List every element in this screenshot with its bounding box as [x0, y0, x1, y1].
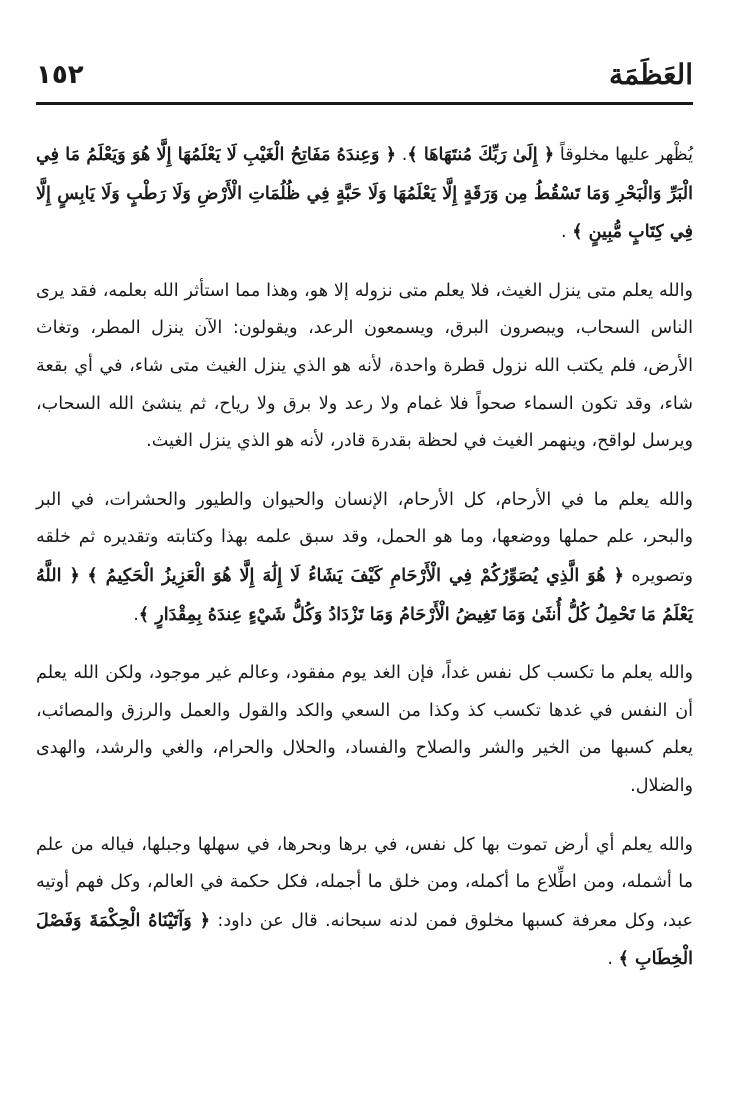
paragraph-text: .: [133, 604, 139, 625]
paragraph-text: والله يعلم ما في الأرحام، كل الأرحام، الإنسان والحيوان والطيور والحشرات، في البر والبحر، علم حملها ووضعها، وما هو الحمل، وقد سبق علمه بهذا وكتابته وتقديره ثم خلقه وتصويره: [36, 489, 693, 586]
quran-verse: ﴿ إِلَىٰ رَبِّكَ مُنتَهَاهَا ﴾: [407, 144, 555, 165]
paragraph-1: [36, 136, 693, 252]
quran-verse: ﴿ اللَّهُ يَعْلَمُ مَا تَحْمِلُ كُلُّ أُنثَىٰ وَمَا تَغِيضُ الْأَرْحَامُ وَمَا تَزْدَادُ وَكُلُّ شَيْءٍ عِندَهُ بِمِقْدَارٍ ﴾: [36, 564, 693, 625]
paragraph-text: .: [561, 222, 573, 243]
paragraph-2: والله يعلم متى ينزل الغيث، فلا يعلم متى نزوله إلا هو، وهذا مما استأثر الله بعلمه، فقد يرى الناس السحاب، ويبصرون البرق، ويسمعون الرعد، ويقولون: الآن ينزل المطر، وتغاث الأرض، فلم يكتب الله نزول قطرة واحدة، لأنه هو الذي ينزل الغيث متى شاء، في أي بقعة شاء، وقد تكون السماء صحواً فلا غمام ولا رعد ولا برق ولا رياح، ثم ينشئ الله السحاب، ويرسل لواقح، وينهمر الغيث في لحظة بقدرة قادر، لأنه هو الذي ينزل الغيث.: [36, 280, 693, 452]
paragraph-text: .: [396, 145, 408, 165]
page-number: ١٥٢: [36, 60, 84, 90]
header-rule: [36, 102, 693, 105]
paragraph-text: يُظْهر عليها مخلوقاً: [559, 145, 694, 165]
quran-verse: ﴿ وَعِندَهُ مَفَاتِحُ الْغَيْبِ لَا يَعْلَمُهَا إِلَّا هُوَ وَيَعْلَمُ مَا فِي الْبَرِّ وَالْبَحْرِ وَمَا تَسْقُطُ مِن وَرَقَةٍ إِلَّا يَعْلَمُهَا وَلَا حَبَّةٍ فِي ظُلُمَاتِ الْأَرْضِ وَلَا رَطْبٍ وَلَا يَابِسٍ إِلَّا فِي كِتَابٍ مُّبِينٍ ﴾: [36, 144, 693, 243]
quran-verse: ﴿ وَآتَيْنَاهُ الْحِكْمَةَ وَفَصْلَ الْخِطَابِ ﴾: [36, 909, 693, 970]
paragraph-text: والله يعلم أي أرض تموت بها كل نفس، في برها وبحرها، في سهلها وجبلها، فياله من علم ما أشمله، ومن اطِّلاع ما أكمله، ومن خلق ما أجمله، فكل حكمة في العالم، وكل فهم أوتيه عبد، وكل معرفة كسبها مخلوق فمن لدنه سبحانه. قال عن داود:: [36, 834, 693, 931]
quran-verse: ﴿ هُوَ الَّذِي يُصَوِّرُكُمْ فِي الْأَرْحَامِ كَيْفَ يَشَاءُ لَا إِلَٰهَ إِلَّا هُوَ الْعَزِيزُ الْحَكِيمُ ﴾: [87, 564, 624, 586]
paragraph-4: والله يعلم ما تكسب كل نفس غداً، فإن الغد يوم مفقود، وعالم غير موجود، ولكن الله يعلم أن النفس في غدها تكسب كذ وكذا من السعي والكد والقول والعمل والرزق والمصائب، يعلم كسبها من الخير والشر والصلاح والفساد، والحلال والحرام، والغي والرشد، والهدى والضلال.: [36, 663, 693, 796]
running-title: العَظَمَة: [609, 58, 693, 91]
paragraph-3: [36, 482, 693, 634]
page-header: [36, 58, 693, 108]
paragraph-text: .: [607, 949, 619, 970]
page-body: [36, 136, 693, 1000]
paragraph-5: [36, 827, 693, 979]
